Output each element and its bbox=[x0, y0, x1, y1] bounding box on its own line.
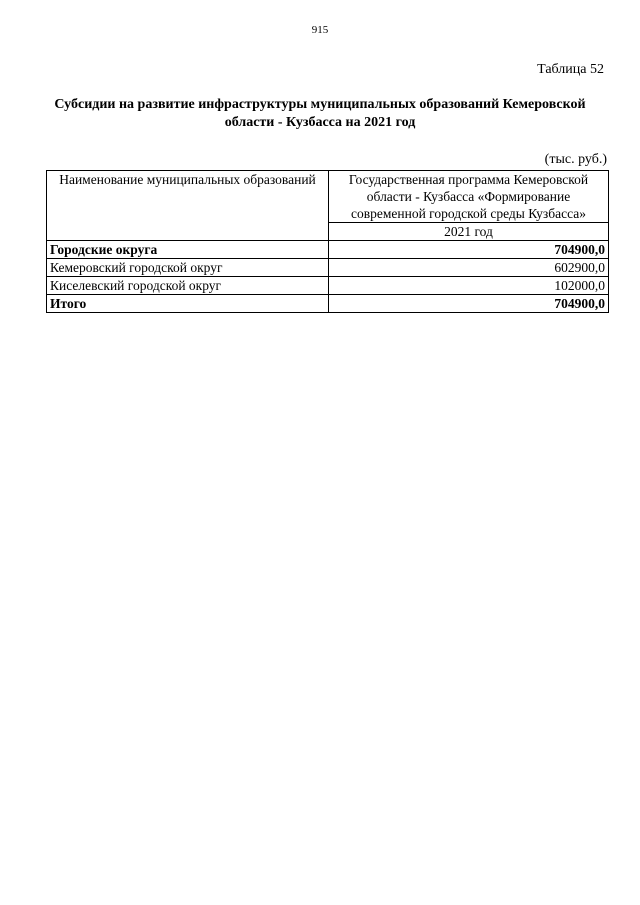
row-value: 704900,0 bbox=[329, 295, 609, 313]
row-value: 704900,0 bbox=[329, 241, 609, 259]
header-municipality-name: Наименование муниципальных образований bbox=[47, 171, 329, 241]
table-row-kiselevsk bbox=[47, 277, 609, 295]
row-name: Киселевский городской округ bbox=[47, 277, 329, 295]
header-state-program: Государственная программа Кемеровской области - Кузбасса «Формирование современной городской среды Кузбасса» bbox=[329, 171, 609, 223]
table-header bbox=[47, 171, 609, 241]
table-row-kemerovo bbox=[47, 259, 609, 277]
document-title: Субсидии на развитие инфраструктуры муниципальных образований Кемеровской области - Кузбасса на 2021 год bbox=[54, 97, 586, 130]
row-value: 102000,0 bbox=[329, 277, 609, 295]
header-year: 2021 год bbox=[329, 223, 609, 241]
row-name: Итого bbox=[47, 295, 329, 313]
row-value: 602900,0 bbox=[329, 259, 609, 277]
units-note: (тыс. руб.) bbox=[544, 152, 607, 167]
subsidies-table bbox=[46, 170, 609, 313]
row-name: Городские округа bbox=[47, 241, 329, 259]
row-name: Кемеровский городской округ bbox=[47, 259, 329, 277]
table-row-urban-districts bbox=[47, 241, 609, 259]
table-row-total bbox=[47, 295, 609, 313]
table-body bbox=[47, 241, 609, 313]
page-number: 915 bbox=[311, 24, 329, 36]
table-label: Таблица 52 bbox=[537, 62, 604, 77]
header-row bbox=[47, 171, 609, 223]
